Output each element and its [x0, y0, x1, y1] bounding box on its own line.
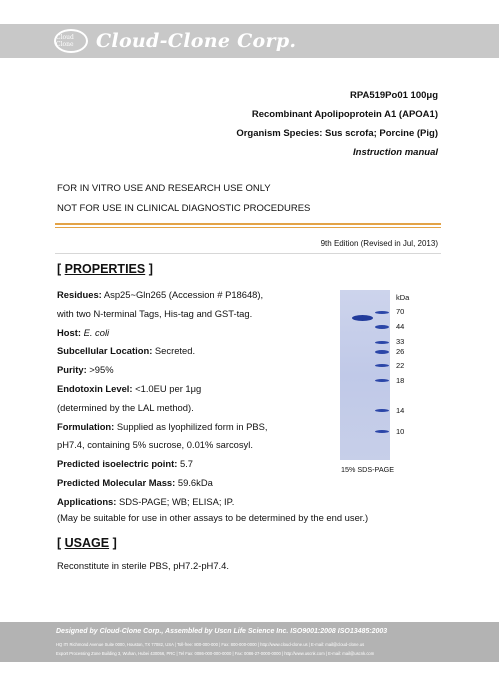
footer-address-us: HQ ITI Richmond Avenue Suite 0000, Houston, TX 77082, USA | Toll-free: 800-000-000 | Fax: 800-000-0000 | http://www.cloud-clone.us | E-mail: mail@cloud-clone.us [56, 642, 365, 647]
properties-heading: [ PROPERTIES ] [57, 262, 153, 276]
molecular-mass-row: Predicted Molecular Mass: 59.6kDa [57, 476, 213, 488]
suitability-note: (May be suitable for use in other assays to be determined by the end user.) [57, 512, 369, 523]
formulation-row: Formulation: Supplied as lyophilized form in PBS, [57, 420, 268, 432]
usage-text: Reconstitute in sterile PBS, pH7.2-pH7.4. [57, 560, 229, 571]
marker-label: 14 [396, 406, 405, 415]
marker-band-70 [375, 311, 389, 314]
marker-band-26 [375, 350, 389, 354]
marker-band-33 [375, 341, 389, 344]
footer-tagline: Designed by Cloud-Clone Corp., Assembled by Uscn Life Science Inc. ISO9001:2008 ISO13485:2003 [56, 628, 388, 635]
footer-address-cn: Export Processing Zone Building 3, Wuhan, Hubei 430056, PRC | Tel Fax: 0086-000-000-0000 | Fax: 0086-27-0000-0000 | http://www.uscnk.com | E-mail: mail@uscnk.com [56, 651, 375, 656]
marker-band-14 [375, 409, 389, 412]
marker-label: 33 [396, 337, 405, 346]
gray-divider [55, 253, 441, 254]
isoelectric-row: Predicted isoelectric point: 5.7 [57, 458, 193, 470]
purity-row: Purity: >95% [57, 364, 114, 376]
clinical-use-notice: NOT FOR USE IN CLINICAL DIAGNOSTIC PROCEDURES [57, 203, 311, 214]
marker-label: 70 [396, 307, 405, 316]
marker-label: 26 [396, 347, 405, 356]
marker-band-44 [375, 325, 389, 329]
host-row: Host: E. coli [57, 326, 110, 338]
use-notice [57, 179, 310, 219]
gel-caption: 15% SDS-PAGE [341, 465, 394, 474]
sample-band [352, 315, 373, 321]
footer-band [0, 622, 499, 662]
applications-row: Applications: SDS-PAGE; WB; ELISA; IP. [57, 495, 235, 507]
residues-continued: with two N-terminal Tags, His-tag and GST-tag. [57, 307, 253, 319]
usage-heading: [ USAGE ] [57, 536, 117, 550]
kda-unit-label: kDa [396, 293, 410, 302]
logo-mark-icon: Cloud Clone [54, 29, 88, 53]
marker-label: 18 [396, 376, 405, 385]
organism-species: Organism Species: Sus scrofa; Porcine (Pig) [236, 128, 438, 139]
gel-image [340, 290, 390, 460]
product-name: Recombinant Apolipoprotein A1 (APOA1) [251, 109, 438, 120]
product-info [236, 86, 438, 162]
company-logo [54, 28, 296, 54]
residues-row: Residues: Asp25~Gln265 (Accession # P18648), [57, 289, 264, 300]
endotoxin-row: Endotoxin Level: <1.0EU per 1μg [57, 382, 202, 394]
catalog-number: RPA519Po01 100μg [349, 90, 438, 101]
company-name: Cloud-Clone Corp. [96, 30, 297, 52]
location-row: Subcellular Location: Secreted. [57, 345, 196, 357]
marker-label: 44 [396, 322, 405, 331]
marker-band-22 [375, 364, 389, 367]
marker-label: 22 [396, 361, 405, 370]
marker-label: 10 [396, 427, 405, 436]
orange-divider-thin [55, 227, 441, 228]
endotoxin-continued: (determined by the LAL method). [57, 401, 194, 413]
orange-divider [55, 223, 441, 225]
edition-info: 9th Edition (Revised in Jul, 2013) [320, 239, 438, 248]
properties-list [57, 286, 337, 512]
marker-band-10 [375, 430, 389, 433]
document-type: Instruction manual [353, 147, 438, 158]
header-band [0, 24, 499, 58]
research-use-notice: FOR IN VITRO USE AND RESEARCH USE ONLY [57, 183, 271, 194]
marker-band-18 [375, 379, 389, 382]
formulation-continued: pH7.4, containing 5% sucrose, 0.01% sarcosyl. [57, 439, 253, 451]
